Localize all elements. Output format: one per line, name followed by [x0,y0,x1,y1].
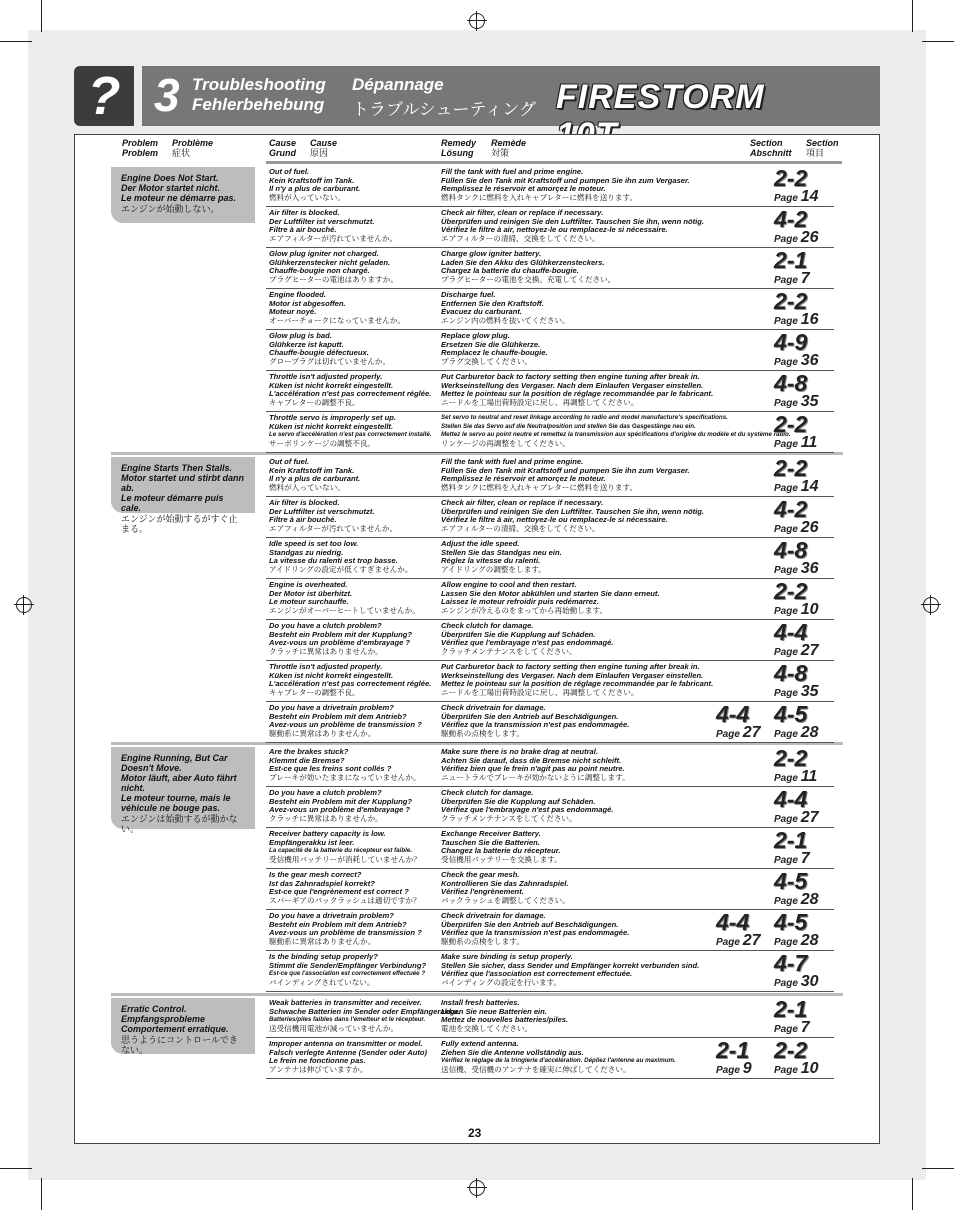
cause-cell: Air filter is blocked. Der Luftfilter ist verschmutzt. Filtre à air bouché. エアフィルターが汚れていませんか。 [269,208,398,243]
cause-cell: Engine flooded. Motor ist abgesoffen. Moteur noyé. オーバーチョークになっていませんか。 [269,290,406,325]
remedy-cell: Charge glow igniter battery. Laden Sie den Akku des Glühkerzensteckers. Chargez la batterie du chauffe-bougie. プラグヒーターの電池を交換、充電してください。 [441,249,616,284]
problem-text: Doesn't Move. [121,763,182,773]
section-reference: 4-2 Page 26 [774,206,819,246]
registration-mark-icon [469,13,485,29]
section-reference: 4-4 Page 27 [774,786,819,826]
remedy-cell: Put Carburetor back to factory setting then engine tuning after break in. Werkseinstellung des Vergaser. Nach dem Einlaufen Vergaser einstellen. Mettez le pointeau sur la position de réglage recommandée par le fabricant. ニードルを工場出荷時設定に戻し、再調整してください。 [441,662,714,697]
cause-cell: Out of fuel. Kein Kraftstoff im Tank. Il n'y a plus de carburant. 燃料が入っていない。 [269,457,361,492]
cause-cell: Do you have a drivetrain problem? Besteht ein Problem mit dem Antrieb? Avez-vous un problème de transmission ? 駆動系に異常はありませんか。 [269,911,422,946]
problem-text: Engine Starts Then Stalls. [121,463,233,473]
title-de: Fehlerbehebung [192,95,325,114]
crop-mark [41,1178,42,1210]
remedy-cell: Exchange Receiver Battery. Tauschen Sie die Batterien. Changez la batterie du récepteur. 受信機用バッテリーを交換します。 [441,829,562,864]
cause-cell: Do you have a drivetrain problem? Besteht ein Problem mit dem Antrieb? Avez-vous un problème de transmission ? 駆動系に異常はありませんか。 [269,703,422,738]
remedy-cell: Fill the tank with fuel and prime engine. Füllen Sie den Tank mit Kraftstoff und pumpen Sie ihn zum Vergaser. Remplissez le réservoir et amorçez le moteur. 燃料タンクに燃料を入れキャブレターに燃料を送ります。 [441,457,690,492]
remedy-cell: Allow engine to cool and then restart. Lassen Sie den Motor abkühlen und starten Sie dann erneut. Laissez le moteur refroidir puis redémarrez. エンジンが冷えるのをまってから再始動します。 [441,580,660,615]
section-reference: 4-4 Page 27 [774,619,819,659]
cause-cell: Glow plug is bad. Glühkerze ist kaputt. Chauffe-bougie défectueux. グロープラグは切れていませんか。 [269,331,391,366]
remedy-cell: Fully extend antenna. Ziehen Sie die Antenne vollständig aus. Vérifiez le réglage de la tringlerie d'accélération. Dépliez l'antenne au maximum. 送信機、受信機のアンテナを確実に伸ばしてください。 [441,1039,676,1074]
problem-label [111,747,255,834]
problem-text: エンジンは始動するが動かない。 [121,814,238,834]
remedy-cell: Install fresh batteries. Legen Sie neue Batterien ein. Mettez de nouvelles batteries/piles. 電池を交換してください。 [441,998,569,1033]
crop-mark [922,41,954,42]
cause-cell: Throttle servo is improperly set up. Küken ist nicht korrekt eingestellt. Le servo d'accélération n'est pas correctement installé. サーボリンケージの調整不良。 [269,413,432,448]
section-reference: 2-1 Page 7 [774,247,810,287]
remedy-cell: Check drivetrain for damage. Überprüfen Sie den Antrieb auf Beschädigungen. Vérifiez que la transmission n'est pas endommagée. 駆動系の点検をします。 [441,703,630,738]
remedy-cell: Set servo to neutral and reset linkage according to radio and model manufacture's specifications. Stellen Sie das Servo auf die Neutralposition und stellen Sie das Gasgestänge neu ein. Mettez le servo au point neutre et remettez la transmission aux spécifications d'origine du modèle et du système radio. リンケージの再調整をしてください。 [441,414,791,448]
remedy-cell: Put Carburetor back to factory setting then engine tuning after break in. Werkseinstellung des Vergaser. Nach dem Einlaufen Vergaser einstellen. Mettez le pointeau sur la position de réglage recommandée par le fabricant. ニードルを工場出荷時設定に戻し、再調整してください。 [441,372,714,407]
cause-cell: Do you have a clutch problem? Besteht ein Problem mit der Kupplung? Avez-vous un problème d'embrayage ? クラッチに異常はありませんか。 [269,621,413,656]
col-header-remedy: Remedy Remède Lösung 対策 [441,138,527,158]
question-icon: ? [74,66,134,126]
title-en: Troubleshooting [192,75,326,94]
section-reference: 4-5 Page 28 [774,868,819,908]
remedy-cell: Check the gear mesh. Kontrollieren Sie das Zahnradspiel. Vérifiez l'engrènement. バックラッシュを調整してください。 [441,870,570,905]
crop-mark [912,0,913,32]
section-reference: 4-5 Page 28 [774,909,819,949]
section-reference: 2-2 Page 14 [774,455,819,495]
cause-cell: Air filter is blocked. Der Luftfilter ist verschmutzt. Filtre à air bouché. エアフィルターが汚れていませんか。 [269,498,398,533]
cause-cell: Improper antenna on transmitter or model. Falsch verlegte Antenne (Sender oder Auto) Le frein ne fonctionne pas. アンテナは伸びていますか。 [269,1039,428,1074]
problem-text: 思うようにコントロールできない。 [121,1035,238,1055]
registration-mark-icon [469,1180,485,1196]
col-header-section: Section Section Abschnitt 項目 [750,138,839,158]
remedy-cell: Discharge fuel. Entfernen Sie den Kraftstoff. Évacuez du carburant. エンジン内の燃料を抜いてください。 [441,290,570,325]
crop-mark [41,0,42,32]
problem-label [111,167,255,223]
chapter-number: 3 [154,69,180,121]
problem-text: Der Motor startet nicht. [121,183,221,193]
remedy-cell: Check drivetrain for damage. Überprüfen Sie den Antrieb auf Beschädigungen. Vérifiez que la transmission n'est pas endommagée. 駆動系の点検をします。 [441,911,630,946]
problem-text: エンジンが始動しない。 [121,204,220,214]
cause-cell: Out of fuel. Kein Kraftstoff im Tank. Il n'y a plus de carburant. 燃料が入っていない。 [269,167,361,202]
cause-cell: Idle speed is set too low. Standgas zu niedrig. La vitesse du ralenti est trop basse. アイドリングの設定が低くすぎませんか。 [269,539,413,574]
section-header [74,66,880,126]
problem-text: エンジンが始動するがすぐ止まる。 [121,514,238,534]
cause-cell: Receiver battery capacity is low. Empfängerakku ist leer. La capacité de la batterie du récepteur est faible. 受信機用バッテリーが消耗していませんか？ [269,829,421,864]
problem-label [111,457,255,534]
cause-cell: Is the gear mesh correct? Ist das Zahnradspiel korrekt? Est-ce que l'engrènement est correct ? スパーギアのバックラッシュは適切ですか？ [269,870,421,905]
section-reference: 4-4 Page 27 [716,909,761,949]
problem-text: Comportement erratique. [121,1024,229,1034]
section-reference: 2-1 Page 9 [716,1037,752,1077]
section-reference: 4-8 Page 35 [774,660,819,700]
problem-text: Engine Running, But Car [121,753,228,763]
problem-text: Empfangsprobleme [121,1014,206,1024]
remedy-cell: Check air filter, clean or replace if necessary. Überprüfen und reinigen Sie den Luftfilter. Tauschen Sie ihn, wenn nötig. Vérifiez le filtre à air, nettoyez-le ou remplacez-le si nécessaire. エアフィルターの清掃、交換をしてください。 [441,498,704,533]
remedy-cell: Check clutch for damage. Überprüfen Sie die Kupplung auf Schäden. Vérifiez que l'embrayage n'est pas endommagé. クラッチメンテナンスをしてください。 [441,621,614,656]
cause-cell: Throttle isn't adjusted properly. Küken ist nicht korrekt eingestellt. L'accélération n'est pas correctement réglée. キャブレターの調整不良。 [269,662,432,697]
remedy-cell: Check air filter, clean or replace if necessary. Überprüfen und reinigen Sie den Luftfilter. Tauschen Sie ihn, wenn nötig. Vérifiez le filtre à air, nettoyez-le ou remplacez-le si nécessaire. エアフィルターの清掃、交換をしてください。 [441,208,704,243]
section-reference: 4-8 Page 36 [774,537,819,577]
cause-cell: Glow plug igniter not charged. Glühkerzenstecker nicht geladen. Chauffe-bougie non chargé. プラグヒーターの電池はありますか。 [269,249,398,284]
section-reference: 2-2 Page 11 [774,411,818,451]
remedy-cell: Fill the tank with fuel and prime engine. Füllen Sie den Tank mit Kraftstoff und pumpen Sie ihn zum Vergaser. Remplissez le réservoir et amorçez le moteur. 燃料タンクに燃料を入れキャブレターに燃料を送ります。 [441,167,690,202]
problem-text: véhicule ne bouge pas. [121,803,221,813]
page-number: 23 [468,1126,482,1140]
remedy-cell: Check clutch for damage. Überprüfen Sie die Kupplung auf Schäden. Vérifiez que l'embrayage n'est pas endommagé. クラッチメンテナンスをしてください。 [441,788,614,823]
section-reference: 4-2 Page 26 [774,496,819,536]
section-reference: 4-9 Page 36 [774,329,819,369]
remedy-cell: Replace glow plug. Ersetzen Sie die Glühkerze. Remplacez le chauffe-bougie. プラグ交換してください。 [441,331,548,366]
crop-mark [0,41,32,42]
registration-mark-icon [923,597,939,613]
problem-text: Erratic Control. [121,1004,187,1014]
section-reference: 2-2 Page 16 [774,288,819,328]
section-reference: 2-1 Page 7 [774,996,810,1036]
col-header-problem: Problem Problème Problem 症状 [122,138,214,158]
title-jp: トラブルシューティング [352,100,536,119]
col-header-cause: Cause Cause Grund 原因 [269,138,338,158]
problem-label [111,998,255,1054]
section-reference: 2-2 Page 10 [774,578,819,618]
section-reference: 4-8 Page 35 [774,370,819,410]
registration-mark-icon [16,597,32,613]
section-reference: 2-1 Page 7 [774,827,810,867]
cause-cell: Weak batteries in transmitter and receiver. Schwache Batterien im Sender oder Empfängerakku. Batteries/piles faibles dans l'émetteur et le récepteur. 送受信機用電池が減っていませんか。 [269,998,460,1033]
problem-text: Engine Does Not Start. [121,173,219,183]
section-reference: 2-2 Page 10 [774,1037,819,1077]
cause-cell: Throttle isn't adjusted properly. Küken ist nicht korrekt eingestellt. L'accélération n'est pas correctement réglée. キャブレターの調整不良。 [269,372,432,407]
cause-cell: Are the brakes stuck? Klemmt die Bremse? Est-ce que les freins sont collés ? ブレーキが効いたままになっていませんか。 [269,747,421,782]
firestorm-logo: FIRESTORM [556,78,765,116]
section-reference: 4-4 Page 27 [716,701,761,741]
section-reference: 4-5 Page 28 [774,701,819,741]
cause-cell: Do you have a clutch problem? Besteht ein Problem mit der Kupplung? Avez-vous un problème d'embrayage ? クラッチに異常はありませんか。 [269,788,413,823]
section-reference: 4-7 Page 30 [774,950,819,990]
title-fr: Dépannage [352,75,444,94]
problem-text: Le moteur tourne, mais le [121,793,231,803]
section-reference: 2-2 Page 11 [774,745,818,785]
problem-text: Le moteur ne démarre pas. [121,193,237,203]
cause-cell: Is the binding setup properly? Stimmt die Sender/Empfänger Verbindung? Est-ce que l'association est correctement effectuée ? バインディングされていない。 [269,952,427,987]
remedy-cell: Make sure binding is setup properly. Stellen Sie sicher, dass Sender und Empfänger korrekt verbunden sind. Vérifiez que l'association est correctement effectuée. バインディングの設定を行います。 [441,952,700,987]
crop-mark [912,1178,913,1210]
crop-mark [922,1168,954,1169]
crop-mark [0,1168,32,1169]
remedy-cell: Adjust the idle speed. Stellen Sie das Standgas neu ein. Réglez la vitesse du ralenti. アイドリングの調整をします。 [441,539,562,574]
section-reference: 2-2 Page 14 [774,165,819,205]
problem-text: Motor läuft, aber Auto fährt nicht. [121,773,237,793]
cause-cell: Engine is overheated. Der Motor ist überhitzt. Le moteur surchauffe. エンジンがオーバーヒートしていませんか。 [269,580,420,615]
problem-text: Le moteur démarre puis cale. [121,493,224,513]
header-divider [266,161,842,164]
problem-text: Motor startet und stirbt dann ab. [121,473,244,493]
remedy-cell: Make sure there is no brake drag at neutral. Achten Sie darauf, dass die Bremse nicht schleift. Vérifiez bien que le frein n'agit pas au point neutre. ニュートラルでブレーキが効かないように調整します。 [441,747,630,782]
